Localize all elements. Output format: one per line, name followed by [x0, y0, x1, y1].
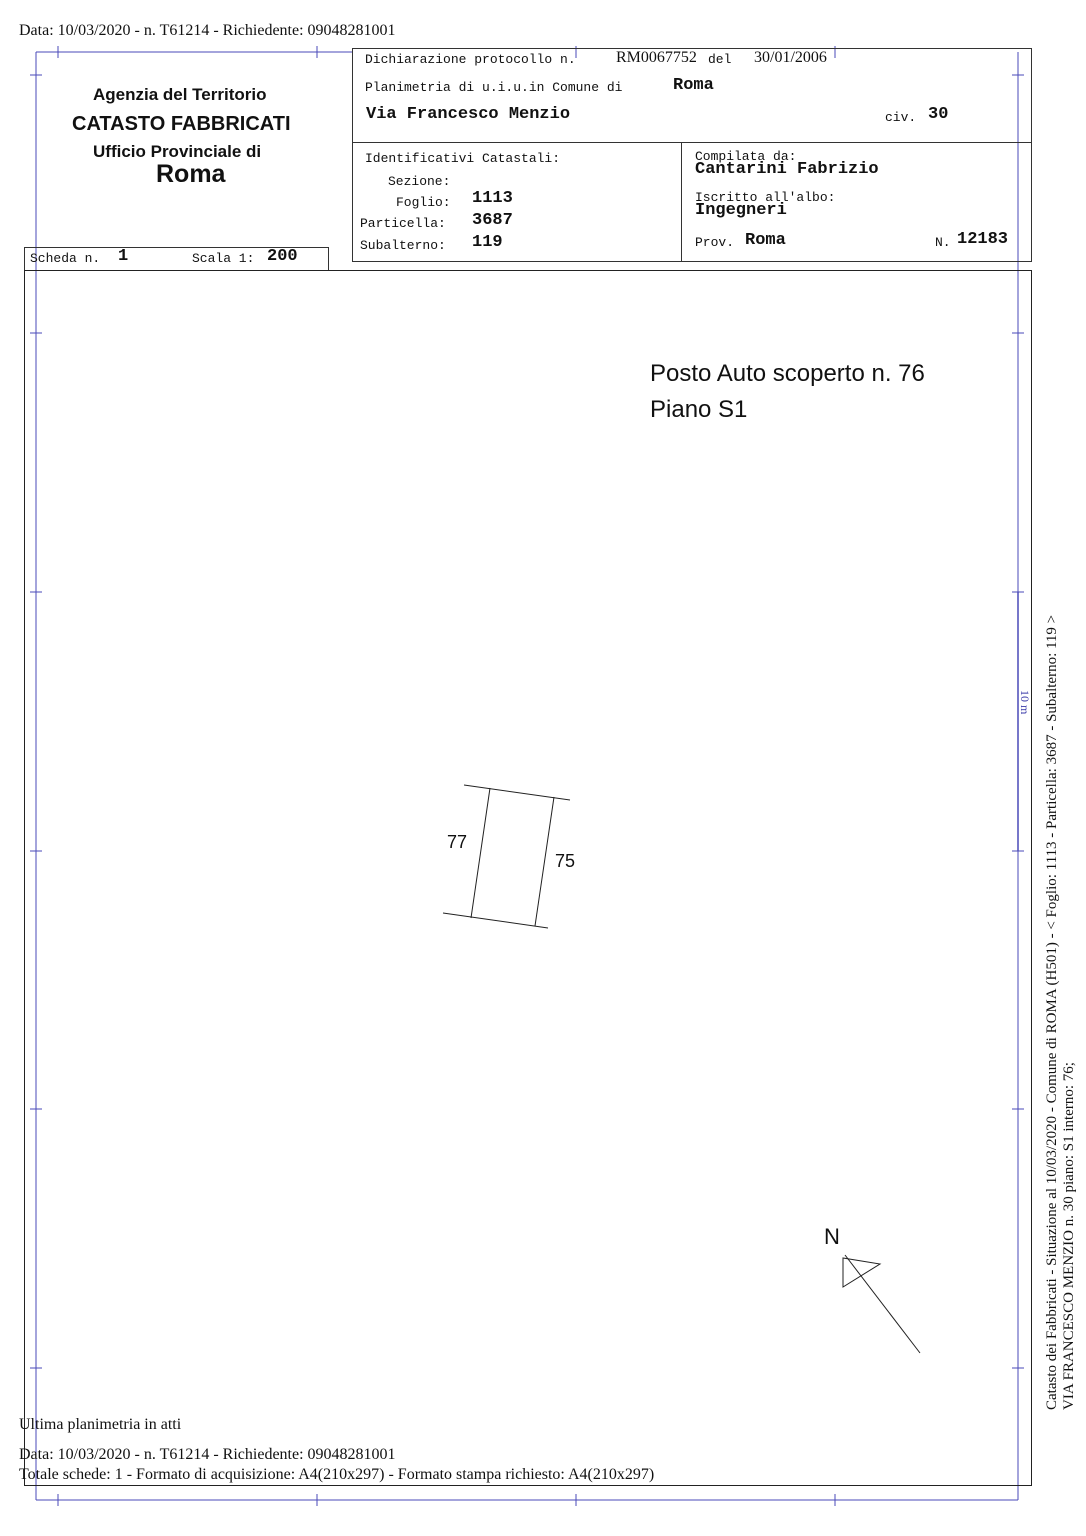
- n-label: N.: [935, 235, 951, 250]
- side-cadastral-text: [1044, 430, 1078, 1410]
- particella-label: Particella:: [360, 216, 446, 231]
- agency-office: Ufficio Provinciale di: [93, 142, 262, 161]
- header-request-line: Data: 10/03/2020 - n. T61214 - Richiedente: 09048281001: [19, 22, 396, 39]
- foglio-value: 1113: [472, 189, 513, 208]
- prov-label: Prov.: [695, 235, 735, 250]
- identifiers-title: Identificativi Catastali:: [365, 151, 561, 166]
- albo-value: Ingegneri: [695, 201, 787, 220]
- particella-value: 3687: [472, 211, 513, 230]
- agency-catasto: CATASTO FABBRICATI: [72, 113, 291, 135]
- adjacent-label-right: 75: [555, 851, 576, 871]
- footer-totale: Totale schede: 1 - Formato di acquisizione: A4(210x297) - Formato stampa richiesto: A4(210x297): [19, 1466, 655, 1483]
- agency-city: Roma: [156, 160, 226, 188]
- comune-value: Roma: [673, 76, 714, 95]
- subalterno-label: Subalterno:: [360, 238, 446, 253]
- north-label: N: [824, 1224, 840, 1249]
- scheda-value: 1: [118, 247, 129, 266]
- declaration-number: RM0067752: [616, 49, 697, 66]
- scale-label: Scala 1:: [192, 251, 255, 266]
- prov-value: Roma: [745, 231, 786, 250]
- plan-floor: Piano S1: [650, 396, 748, 423]
- foglio-label: Foglio:: [396, 195, 451, 210]
- street-value: Via Francesco Menzio: [366, 105, 571, 124]
- plan-title: Posto Auto scoperto n. 76: [650, 360, 925, 387]
- scale-bar-label: 10 m: [1018, 690, 1032, 715]
- compilata-label: Compilata da:: [695, 149, 797, 164]
- declaration-label: Dichiarazione protocollo n.: [365, 52, 576, 67]
- iscritto-label: Iscritto all'albo:: [695, 190, 836, 205]
- side-text-line1: Catasto dei Fabbricati - Situazione al 10/03/2020 - Comune di ROMA (H501) - < Foglio: 1113 - Particella: 3687 - Subalterno: 119 >: [1044, 614, 1060, 1410]
- declaration-del: del: [708, 52, 732, 67]
- subalterno-value: 119: [472, 233, 503, 252]
- sezione-label: Sezione:: [388, 174, 451, 189]
- scheda-label: Scheda n.: [30, 251, 101, 266]
- footer-data-line: Data: 10/03/2020 - n. T61214 - Richiedente: 09048281001: [19, 1446, 396, 1463]
- scale-value: 200: [267, 247, 298, 266]
- compiler-name: Cantarini Fabrizio: [695, 160, 879, 179]
- adjacent-label-left: 77: [447, 832, 468, 852]
- civ-value: 30: [928, 105, 949, 124]
- agency-name: Agenzia del Territorio: [93, 85, 267, 104]
- footer-ultima: Ultima planimetria in atti: [19, 1416, 182, 1433]
- side-text-line2: VIA FRANCESCO MENZIO n. 30 piano: S1 interno: 76;: [1061, 1062, 1077, 1410]
- civ-label: civ.: [885, 110, 917, 125]
- planimetria-label: Planimetria di u.i.u.in Comune di: [365, 80, 623, 95]
- north-arrow-icon: [843, 1255, 920, 1353]
- declaration-date: 30/01/2006: [754, 49, 827, 66]
- n-value: 12183: [957, 230, 1009, 249]
